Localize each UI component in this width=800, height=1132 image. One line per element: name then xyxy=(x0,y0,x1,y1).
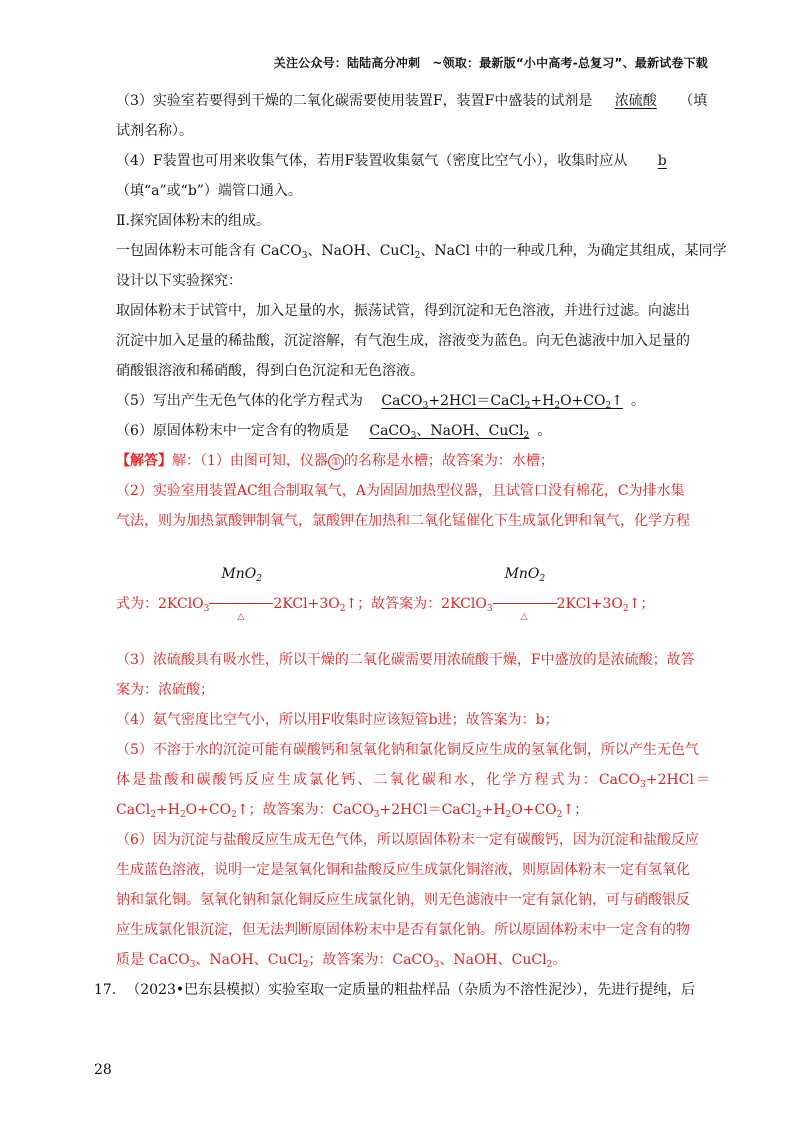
intro-line3: 取固体粉末于试管中，加入足量的水，振荡试管，得到沉淀和无色溶液，并进行过滤。向滤出 xyxy=(116,303,690,319)
solution-a2-l3 xyxy=(116,566,710,622)
eq: +H xyxy=(155,802,180,818)
q5-answer xyxy=(371,391,631,411)
sub: 2 xyxy=(231,810,237,820)
q6-post: 。 xyxy=(537,423,552,439)
page-number: 28 xyxy=(94,1062,112,1078)
eq: 2KCl+3O xyxy=(273,596,340,612)
q6-line xyxy=(116,421,710,441)
q3-line1 xyxy=(116,91,710,111)
sub: 3 xyxy=(203,604,210,614)
eq: ↑ xyxy=(345,596,358,612)
eq: O+CO xyxy=(185,802,232,818)
sub: 2 xyxy=(302,960,309,970)
solution-a3-l2: 案为：浓硫酸； xyxy=(116,682,214,698)
page-header: 关注公众号：陆陆高分冲刺 ~领取：最新版“小中高考-总复习”、最新试卷下载 xyxy=(273,56,708,70)
solution-a6-l5 xyxy=(116,950,710,970)
sol-text: 、NaOH、CuCl xyxy=(195,952,303,968)
q4-answer: b xyxy=(657,153,667,169)
intro-line4: 沉淀中加入足量的稀盐酸，沉淀溶解，有气泡生成，溶液变为蓝色。向无色滤液中加入足量的 xyxy=(116,333,690,349)
sub: 3 xyxy=(373,810,380,820)
sol-text: 的名称是水槽；故答案为：水槽； xyxy=(343,453,554,469)
sub: 2 xyxy=(179,810,186,820)
solution-a3-l1: （3）浓硫酸具有吸水性，所以干燥的二氧化碳需要用浓硫酸干燥，F中盛放的是浓硫酸；故答 xyxy=(116,652,695,668)
q4-line2: （填“a”或“b”）端管口通入。 xyxy=(116,183,302,199)
solution-a6-l2: 生成蓝色溶液，说明一定是氢氧化铜和盐酸反应生成氯化铜溶液，则原固体粉末一定有氢氧化 xyxy=(116,862,690,878)
sub: 3 xyxy=(410,431,417,441)
solution-a1 xyxy=(116,451,710,471)
q5-line xyxy=(116,391,710,411)
intro-line5: 硝酸银溶液和稀硝酸，得到白色沉淀和无色溶液。 xyxy=(116,363,424,379)
sub: 3 xyxy=(422,401,429,411)
sub: 2 xyxy=(505,810,512,820)
heat-symbol: △ xyxy=(520,612,528,622)
solution-a6-l3: 钠和氯化铜。氢氧化钠和氯化铜反应生成氯化钠，则无色滤液中一定有氯化钠，可与硝酸银反 xyxy=(116,892,690,908)
q17-number: 17. xyxy=(94,982,117,998)
solution-a5-l2 xyxy=(116,770,710,790)
eq: ↑ xyxy=(611,393,623,409)
q17-line xyxy=(94,980,710,1000)
sol-text: 。 xyxy=(552,952,567,968)
reaction-condition xyxy=(493,566,557,622)
part2-title: Ⅱ.探究固体粉末的组成。 xyxy=(116,213,270,229)
eq: +2HCl＝CaCl xyxy=(379,802,476,818)
solution-a5-l1: （5）不溶于水的沉淀可能有碳酸钙和氢氧化钠和氯化铜反应生成的氢氧化铜，所以产生无色气 xyxy=(116,742,699,758)
q3-answer: 浓硫酸 xyxy=(614,93,657,109)
q3-text: （3）实验室若要得到干燥的二氧化碳需要使用装置F，装置F中盛装的试剂是 xyxy=(116,93,593,109)
solution-a2-l1: （2）实验室用装置AC组合制取氧气，A为固固加热型仪器，且试管口没有棉花，C为排水集 xyxy=(116,483,685,499)
sub: 3 xyxy=(486,604,493,614)
eq: +H xyxy=(530,393,555,409)
sub: 3 xyxy=(640,780,646,790)
reaction-bar xyxy=(493,603,557,604)
q4-text: （4）F装置也可用来收集气体，若用F装置收集氨气（密度比空气小），收集时应从 xyxy=(116,153,628,169)
eq: +2HCl＝CaCl xyxy=(428,393,525,409)
solution-tag: 【解答】 xyxy=(116,453,172,469)
sub: 2 xyxy=(524,401,531,411)
intro-text: 一包固体粉末可能含有 CaCO xyxy=(116,243,302,259)
eq: 2KClO xyxy=(441,596,487,612)
sub: 2 xyxy=(554,401,561,411)
q17-text: （2023•巴东县模拟）实验室取一定质量的粗盐样品（杂质为不溶性泥沙），先进行提纯，后 xyxy=(126,982,696,998)
intro-text: 、NaOH、CuCl xyxy=(307,243,415,259)
intro-line2: 设计以下实验探究： xyxy=(116,273,242,289)
intro-text: 、NaCl 中的一种或几种，为确定其组成，某同学 xyxy=(420,243,727,259)
solution-a6-l1: （6）因为沉淀与盐酸反应生成无色气体，所以原固体粉末一定有碳酸钙，因为沉淀和盐酸反应 xyxy=(116,832,699,848)
eq: +H xyxy=(481,802,506,818)
sub: 2 xyxy=(475,810,482,820)
q5-post: 。 xyxy=(630,393,645,409)
catalyst xyxy=(221,564,262,584)
reaction-bar xyxy=(209,603,273,604)
eq: CaCO xyxy=(369,423,411,439)
reaction-condition xyxy=(209,566,273,622)
eq: O+CO xyxy=(511,802,557,818)
sol-text: ；故答案为：CaCO xyxy=(308,952,434,968)
q6-answer xyxy=(357,421,537,441)
solution-a4: （4）氨气密度比空气小，所以用F收集时应该短管b进；故答案为：b； xyxy=(116,712,559,728)
eq: CaCl xyxy=(116,802,151,818)
intro-line1 xyxy=(116,241,727,261)
sub: 2 xyxy=(414,251,421,261)
catalyst xyxy=(505,564,546,584)
sol-text: 解：（1）由图可知，仪器 xyxy=(172,453,328,469)
sol-text: 体是盐酸和碳酸钙反应生成氯化钙、二氧化碳和水，化学方程式为：CaCO xyxy=(116,772,641,788)
solution-a5-l3 xyxy=(116,800,710,820)
sub: 2 xyxy=(605,401,612,411)
catalyst-text: MnO xyxy=(221,566,257,582)
sub: 2 xyxy=(150,810,156,820)
sub: 2 xyxy=(339,604,346,614)
q5-text: （5）写出产生无色气体的化学方程式为 xyxy=(116,393,363,409)
sol-text: ； xyxy=(640,596,655,612)
eq: CaCO xyxy=(381,393,423,409)
eq: 、NaOH、CuCl xyxy=(416,423,524,439)
q3-line2: 试剂名称）。 xyxy=(116,123,193,139)
circled-number: ① xyxy=(328,454,344,470)
sol-text: +2HCl＝ xyxy=(645,772,710,788)
sub: 3 xyxy=(189,960,196,970)
sub: 2 xyxy=(546,960,553,970)
sol-text: 式为： xyxy=(116,596,158,612)
sub: 2 xyxy=(556,810,563,820)
eq: ↑；故答案为：CaCO xyxy=(236,802,374,818)
sub: 2 xyxy=(622,604,629,614)
sol-text: 质是 CaCO xyxy=(116,952,190,968)
sub: 2 xyxy=(539,574,546,584)
sub: 2 xyxy=(523,431,530,441)
sub: 3 xyxy=(433,960,440,970)
sub: 2 xyxy=(256,574,262,584)
eq: 2KClO xyxy=(158,596,204,612)
catalyst-text: MnO xyxy=(504,566,540,582)
eq: ↑ xyxy=(628,596,641,612)
eq: O+CO xyxy=(560,393,606,409)
sub: 3 xyxy=(301,251,308,261)
eq: ↑； xyxy=(562,802,589,818)
eq: 2KCl+3O xyxy=(556,596,623,612)
heat-symbol: △ xyxy=(237,612,245,622)
solution-a6-l4: 应生成氯化银沉淀，但无法判断原固体粉末中是否有氯化钠。所以原固体粉末中一定含有的物 xyxy=(116,922,690,938)
solution-a2-l2: 气法，则为加热氯酸钾制氧气，氯酸钾在加热和二氧化锰催化下生成氯化钾和氧气，化学方程 xyxy=(116,513,690,529)
sol-text: 、NaOH、CuCl xyxy=(439,952,547,968)
q3-post: （填 xyxy=(679,93,708,109)
q6-text: （6）原固体粉末中一定含有的物质是 xyxy=(116,423,349,439)
q4-line1 xyxy=(116,151,710,171)
sol-text: ；故答案为： xyxy=(357,596,442,612)
